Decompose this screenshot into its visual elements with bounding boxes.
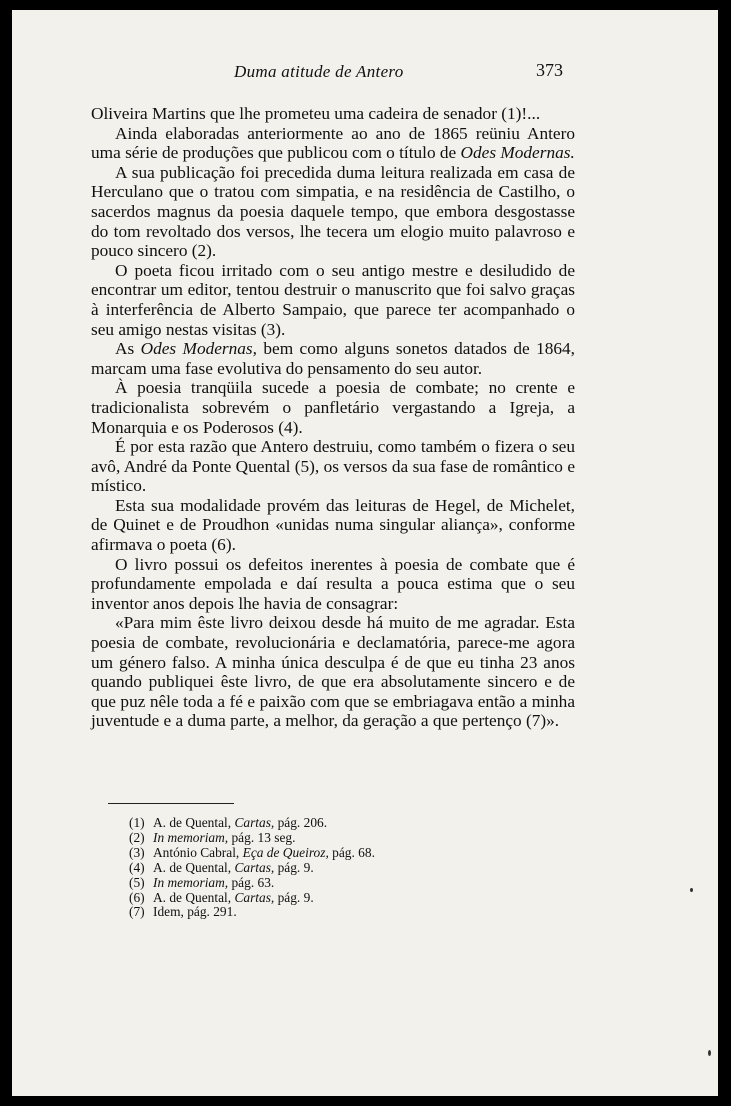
footnote-title: Eça de Queiroz, xyxy=(242,844,329,860)
footnote-ref: pág. 206. xyxy=(274,815,328,830)
paragraph-1: Oliveira Martins que lhe prometeu uma cadeira de senador (1)!... xyxy=(91,104,541,123)
footnote-5 xyxy=(129,876,549,891)
ink-speck xyxy=(708,1050,711,1056)
quotation-paragraph: «Para mim êste livro deixou desde há muito de me agradar. Esta poesia de combate, revolucionária e declamatória, parece-me agora um género falso. A minha única desculpa é de que eu tinha 23 anos quando publiquei êste livro, de que era absolutamente sincero e de que puz nêle toda a fé e paixão com que se embriagava então a minha juventude e a duma parte, a melhor, da geração a que pertenço (7)». xyxy=(91,613,575,731)
footnote-text: A. de Quental, xyxy=(153,889,235,905)
footnote-2 xyxy=(129,831,549,846)
footnote-marker: (4) xyxy=(129,859,145,875)
page-header xyxy=(12,62,718,86)
book-page xyxy=(12,10,718,1096)
work-title: Odes Modernas, xyxy=(140,339,257,359)
footnote-text: Idem, pág. 291. xyxy=(153,904,237,920)
footnote-ref: pág. 68. xyxy=(328,844,375,860)
paragraph-2-text: Ainda elaboradas anteriormente ao ano de 1865 reüniu Antero uma série de produções que publicou com o título de xyxy=(91,123,575,163)
footnote-ref: pág. 63. xyxy=(228,874,275,890)
footnote-3 xyxy=(129,846,549,861)
footnote-title: In memoriam, xyxy=(153,829,229,845)
work-title: Odes Modernas. xyxy=(460,143,575,163)
paragraph-2 xyxy=(91,124,575,163)
body-text xyxy=(91,104,575,731)
footnote-ref: pág. 13 seg. xyxy=(228,829,296,845)
footnote-title: Cartas, xyxy=(234,815,275,830)
paragraph-7: É por esta razão que Antero destruiu, como também o fizera o seu avô, André da Ponte Quental (5), os versos da sua fase de romântico e místico. xyxy=(91,437,575,496)
footnote-text: A. de Quental, xyxy=(153,815,235,830)
footnote-marker: (6) xyxy=(129,889,145,905)
paragraph-5-start: As xyxy=(115,339,141,359)
paragraph-5-rest: bem como alguns sonetos datados de 1864, marcam uma fase evolutiva do pensamento do seu autor. xyxy=(91,339,575,378)
footnote-ref: pág. 9. xyxy=(274,859,314,875)
footnote-1 xyxy=(129,816,549,831)
paragraph-5 xyxy=(91,339,575,378)
page-number: 373 xyxy=(536,60,563,80)
footnotes xyxy=(129,816,549,920)
footnote-marker: (2) xyxy=(129,829,145,845)
running-head: Duma atitude de Antero xyxy=(234,62,404,81)
footnote-title: Cartas, xyxy=(234,889,275,905)
paragraph-8: Esta sua modalidade provém das leituras de Hegel, de Michelet, de Quinet e de Proudhon «unidas numa singular aliança», conforme afirmava o poeta (6). xyxy=(91,495,575,555)
footnote-4 xyxy=(129,861,549,876)
paragraph-6: À poesia tranqüila sucede a poesia de combate; no crente e tradicionalista sobrevém o panfletário vergastando a Igreja, a Monarquia e os Poderosos (4). xyxy=(91,378,575,437)
footnote-marker: (7) xyxy=(129,904,145,920)
footnote-marker: (5) xyxy=(129,874,145,890)
footnote-title: Cartas, xyxy=(234,859,275,875)
footnote-divider xyxy=(108,803,234,804)
paragraph-4: O poeta ficou irritado com o seu antigo mestre e desiludido de encontrar um editor, tentou destruir o manuscrito que foi salvo graças à interferência de Alberto Sampaio, que parece ter acompanhado o seu amigo nestas visitas (3). xyxy=(91,260,575,339)
footnote-marker: (3) xyxy=(129,844,145,860)
paragraph-3: A sua publicação foi precedida duma leitura realizada em casa de Herculano que o tratou com simpatia, e na residência de Castilho, o sacerdos magnus da poesia daquele tempo, que embora desgostasse do tom revoltado dos versos, lhe tecera um elogio muito palavroso e pouco sincero (2). xyxy=(91,162,575,261)
footnote-ref: pág. 9. xyxy=(274,889,314,905)
footnote-title: In memoriam, xyxy=(153,874,229,890)
footnote-text: A. de Quental, xyxy=(153,859,235,875)
footnote-marker: (1) xyxy=(129,815,145,830)
footnote-7 xyxy=(129,905,549,920)
footnote-6 xyxy=(129,891,549,906)
ink-speck xyxy=(690,888,693,892)
paragraph-9: O livro possui os defeitos inerentes à poesia de combate que é profundamente empolada e daí resulta a pouca estima que o seu inventor anos depois lhe havia de consagrar: xyxy=(91,554,575,613)
footnote-text: António Cabral, xyxy=(153,844,243,860)
